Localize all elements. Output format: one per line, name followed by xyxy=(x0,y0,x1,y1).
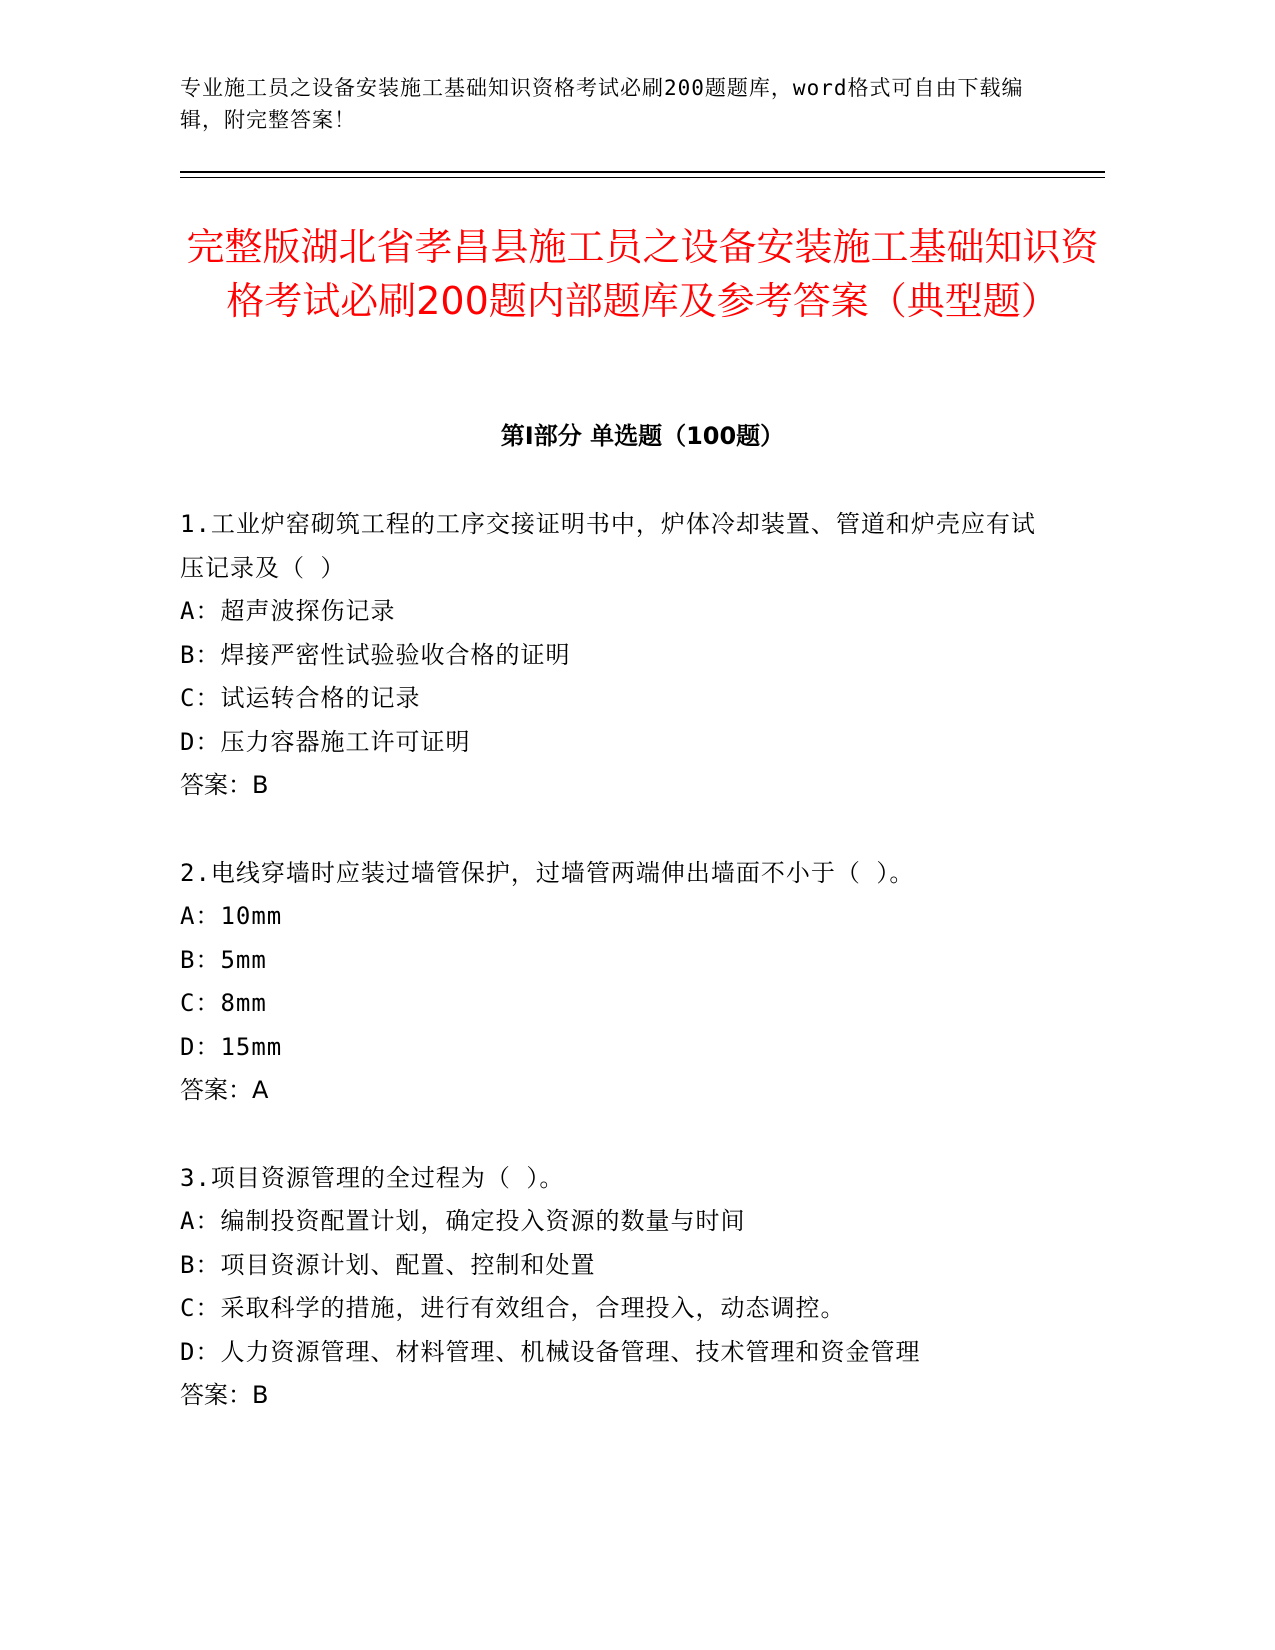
option-c: C：试运转合格的记录 xyxy=(180,684,421,712)
question-list xyxy=(180,503,1040,1462)
question-stem: 2.电线穿墙时应装过墙管保护，过墙管两端伸出墙面不小于（ ）。 xyxy=(180,858,915,887)
answer: 答案：A xyxy=(180,1076,269,1104)
answer: 答案：B xyxy=(180,1381,269,1409)
header-note: 专业施工员之设备安装施工基础知识资格考试必刷200题题库，word格式可自由下载编辑，附完整答案！ xyxy=(180,76,1024,132)
option-a: A：超声波探伤记录 xyxy=(180,597,396,625)
question-stem: 1.工业炉窑砌筑工程的工序交接证明书中，炉体冷却装置、管道和炉壳应有试压记录及（ ） xyxy=(180,510,1036,582)
question-1 xyxy=(180,503,1040,808)
answer: 答案：B xyxy=(180,771,269,799)
option-a: A：编制投资配置计划，确定投入资源的数量与时间 xyxy=(180,1207,746,1235)
question-stem: 3.项目资源管理的全过程为（ ）。 xyxy=(180,1163,565,1192)
header-divider-thin xyxy=(180,177,1105,178)
option-d: D：压力容器施工许可证明 xyxy=(180,727,471,756)
header-divider-thick xyxy=(180,171,1105,173)
option-a: A：10mm xyxy=(180,902,283,930)
option-c: C：采取科学的措施，进行有效组合，合理投入，动态调控。 xyxy=(180,1294,846,1322)
option-d: D：15mm xyxy=(180,1032,283,1061)
document-title: 完整版湖北省孝昌县施工员之设备安装施工基础知识资格考试必刷200题内部题库及参考答案（典型题） xyxy=(186,225,1099,323)
question-2 xyxy=(180,852,1040,1113)
option-c: C：8mm xyxy=(180,989,267,1017)
option-d: D：人力资源管理、材料管理、机械设备管理、技术管理和资金管理 xyxy=(180,1337,921,1366)
option-b: B：5mm xyxy=(180,945,267,974)
section-title: 第Ⅰ部分 单选题（100题） xyxy=(500,422,785,450)
option-b: B：焊接严密性试验验收合格的证明 xyxy=(180,640,571,669)
question-3 xyxy=(180,1157,1040,1418)
option-b: B：项目资源计划、配置、控制和处置 xyxy=(180,1250,596,1279)
